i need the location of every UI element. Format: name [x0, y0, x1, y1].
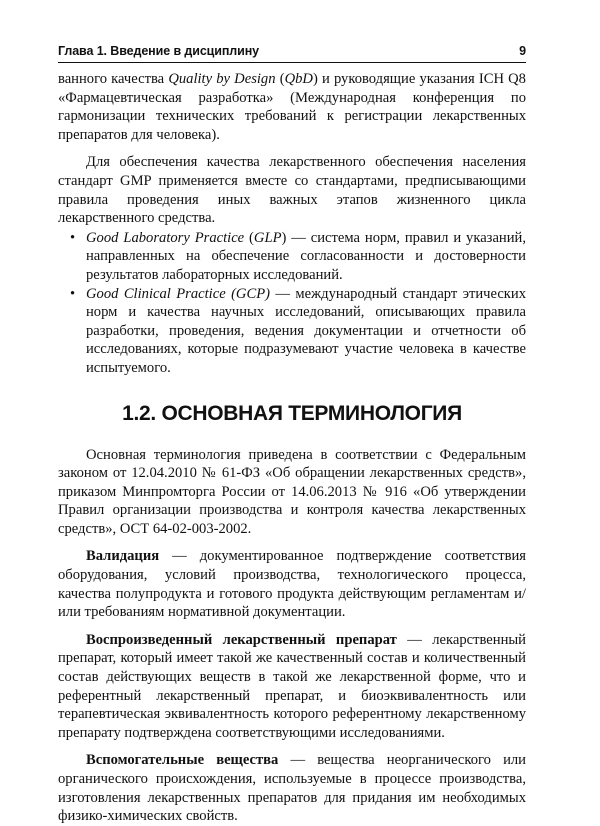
chapter-title: Глава 1. Введение в дисциплину [58, 44, 260, 58]
abbr-qbd: QbD [284, 71, 313, 87]
practice-list [58, 229, 526, 378]
term-validation: Валидация [86, 548, 160, 565]
term-generic-drug: Воспроизведенный лекарственный препарат [86, 631, 397, 648]
list-item-gcp: • Good Clinical Practice (GCP) — международный стандарт этических норм и качества научных исследований, описывающих правила разработки, проведения, ведения документации и отчетности об исследованиях, которые подразумевают участие человека в качестве испытуемого. [58, 285, 526, 378]
paragraph-terminology-intro: Основная терминология приведена в соответствии с Федеральным законом от 12.04.2010 № 61-ФЗ «Об обращении лекарственных средств», приказом Минпромторга России от 14.06.2013 № 916 «Об утверждении Правил организации производства и контроля качества лекарственных средств», ОСТ 64-02-003-2002. [58, 446, 526, 537]
page-body [58, 70, 526, 826]
definition-generic-drug: Воспроизведенный лекарственный препарат — лекарственный препарат, который имеет такой же качественный состав и количественный состав действующих веществ в такой же лекарственной форме, что и референтный лекарственный препарат, и биоэквивалентность или терапевтическая эквивалентность которого референтному лекарственному препарату подтверждена соответствующими исследованиями. [58, 631, 526, 741]
term-gcp: Good Clinical Practice (GCP) [86, 285, 270, 302]
definition-excipients: Вспомогательные вещества — вещества неорганического или органического происхождения, используемые в процессе производства, изготовления лекарственных препаратов для придания им необходимых физико-химических свойств. [58, 752, 526, 825]
term-glp: Good Laboratory Practice [86, 229, 245, 246]
running-head [58, 44, 526, 58]
definition-validation: Валидация — документированное подтверждение соответствия оборудования, условий производства, технологического процесса, качества полупродукта и готового продукта действующим регламентам и/или требованиям нормативной документации. [58, 548, 526, 621]
abbr-glp: GLP [253, 229, 282, 246]
page-number: 9 [519, 44, 526, 58]
paragraph-gmp: Для обеспечения качества лекарственного обеспечения населения стандарт GMP применяется вместе со стандартами, предписывающими правила проведения иных важных этапов жизненного цикла лекарственного средства. [58, 154, 526, 227]
term-qbd: Quality by Design [168, 71, 276, 87]
term-excipients: Вспомогательные вещества [86, 752, 279, 769]
list-item-glp: • Good Laboratory Practice (GLP) — система норм, правил и указаний, направленных на обеспечение согласованности и достоверности результатов лабораторных исследований. [58, 229, 526, 285]
paragraph-continuation: ванного качества Quality by Design (QbD) и руководящие указания ICH Q8 «Фармацевтическая разработка» (Международная конференция по гармонизации технических требований к регистрации лекарственных препаратов для человека). [58, 71, 526, 143]
section-heading: 1.2. ОСНОВНАЯ ТЕРМИНОЛОГИЯ [122, 401, 462, 425]
header-rule [58, 62, 526, 63]
